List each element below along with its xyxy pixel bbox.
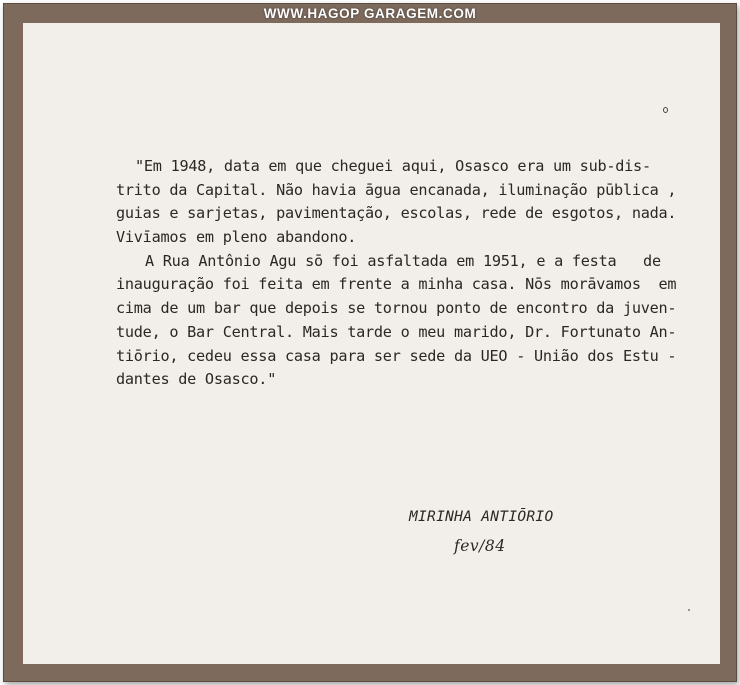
text-line: inauguração foi feita em frente a minha casa. Nōs morāvamos em [116, 275, 677, 294]
signature-date: fev/84 [454, 537, 506, 555]
text-line: A Rua Antônio Agu sō foi asfaltada em 1951, e a festa de [145, 251, 661, 270]
text-line: Vivīamos em pleno abandono. [116, 228, 357, 247]
text-line: guias e sarjetas, pavimentação, escolas, rede de esgotos, nada. [116, 204, 677, 223]
text-line: cima de um bar que depois se tornou ponto de encontro da juven- [116, 299, 677, 318]
paper-speck [688, 609, 690, 611]
text-line: tude, o Bar Central. Mais tarde o meu marido, Dr. Fortunato An- [116, 322, 677, 341]
text-line: "Em 1948, data em que cheguei aqui, Osasco era um sub-dis- [135, 157, 651, 175]
typed-quote [116, 155, 676, 392]
signature-name: MIRINHA ANTIŌRIO [409, 509, 554, 525]
watermark-text: WWW.HAGOP GARAGEM.COM [263, 6, 477, 21]
text-line: dantes de Osasco." [116, 370, 277, 389]
text-line: tiōrio, cedeu essa casa para ser sede da UEO - União dos Estu - [116, 346, 677, 365]
paper-speck [663, 107, 668, 113]
text-line: trito da Capital. Não havia āgua encanada, iluminação pūblica , [116, 180, 677, 199]
